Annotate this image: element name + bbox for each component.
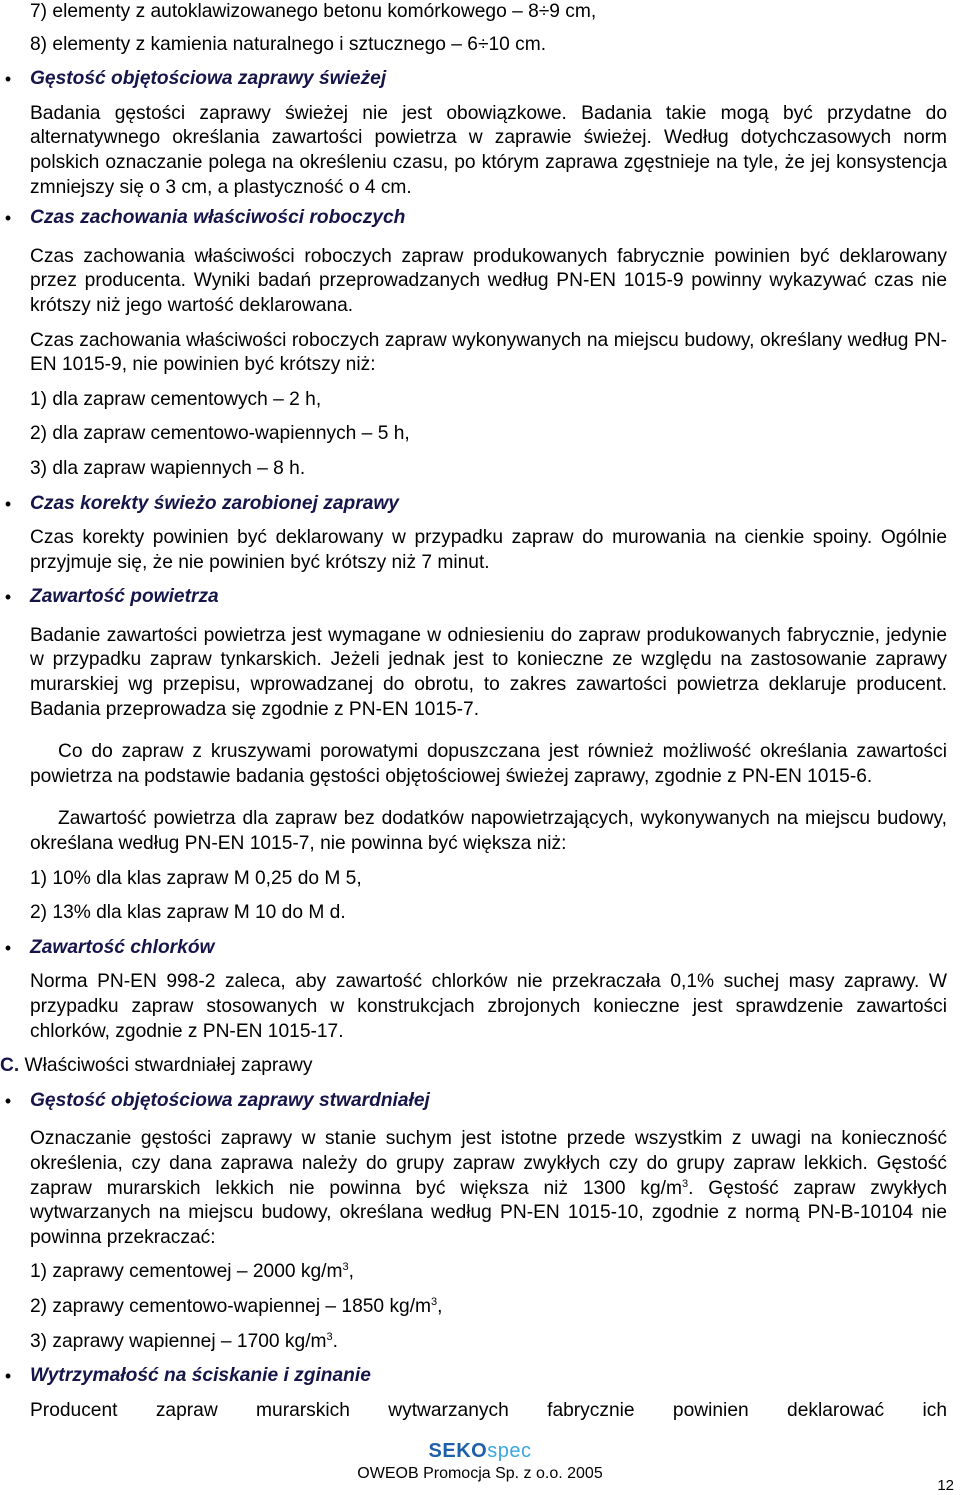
list-item: 1) dla zapraw cementowych – 2 h,: [30, 388, 322, 410]
paragraph: Czas korekty powinien być deklarowany w przypadku zapraw do murowania na cienkie spoiny. Ogólnie przyjmuje się, że nie powinien być krótszy niż 7 minut.: [30, 527, 947, 573]
list-item: 1) zaprawy cementowej – 2000 $kg/m^3$,: [30, 1261, 354, 1283]
paragraph: Zawartość powietrza dla zapraw bez dodatków napowietrzających, wykonywanych na miejscu budowy, określana według PN-EN 1015-7, nie powinna być większa niż:: [30, 808, 947, 855]
list-item: 2) dla zapraw cementowo-wapiennych – 5 h,: [30, 423, 410, 445]
paragraph: Producent zapraw murarskich wytwarzanych fabrycznie powinien deklarować ich: [30, 1399, 947, 1421]
list-item: 3) dla zapraw wapiennych – 8 h.: [30, 457, 306, 479]
section-heading: • Czas korekty świeżo zarobionej zaprawy: [30, 492, 947, 517]
bullet-icon: •: [4, 1366, 12, 1387]
bullet-icon: •: [4, 493, 12, 514]
page-number: 12: [937, 1477, 954, 1494]
paragraph: Co do zapraw z kruszywami porowatymi dopuszczana jest również możliwość określania zawartości powietrza na podstawie badania gęstości objętościowej świeżej zaprawy, zgodnie z PN-EN 1015-6.: [30, 741, 947, 787]
section-heading: • Wytrzymałość na ściskanie i zginanie: [30, 1364, 947, 1389]
bullet-icon: •: [4, 1090, 12, 1111]
list-item: 8) elementy z kamienia naturalnego i sztucznego – 6÷10 cm.: [30, 33, 547, 55]
paragraph: Badanie zawartości powietrza jest wymagane w odniesieniu do zapraw produkowanych fabrycznie, jedynie w przypadku zapraw tynkarskich. Jeżeli jednak jest to konieczne ze względu na zastosowanie zaprawy murarskiej wg przepisu, wprowadzanej do obrotu, to zakres zawartości powietrza deklaruje producent. Badania przeprowadza się zgodnie z PN-EN 1015-7.: [30, 624, 947, 720]
list-item: 2) zaprawy cementowo-wapiennej – 1850 $kg/m^3$,: [30, 1295, 443, 1317]
footer-text: OWEOB Promocja Sp. z o.o. 2005: [357, 1465, 603, 1482]
section-heading: • Zawartość powietrza: [30, 585, 947, 610]
company-logo: SEKOspec: [428, 1440, 532, 1462]
paragraph: Norma PN-EN 998-2 zaleca, aby zawartość chlorków nie przekraczała 0,1% suchej masy zaprawy. W przypadku zapraw stosowanych w konstrukcjach zbrojonych konieczne jest sprawdzenie zawartości chlorków, zgodnie z PN-EN 1015-17.: [30, 971, 947, 1042]
section-heading: • Gęstość objętościowa zaprawy świeżej: [30, 67, 947, 92]
paragraph: Czas zachowania właściwości roboczych zapraw wykonywanych na miejscu budowy, określany według PN-EN 1015-9, nie powinien być krótszy niż:: [30, 329, 947, 376]
paragraph: Badania gęstości zaprawy świeżej nie jest obowiązkowe. Badania takie mogą być przydatne do alternatywnego określania zawartości powietrza w zaprawie świeżej. Według dotychczasowych norm polskich oznaczanie polega na określeniu czasu, po którym zaprawa zgęstnieje na tyle, że jej konsystencja zmniejszy się o 3 cm, a plastyczność o 4 cm.: [30, 102, 947, 198]
list-item: 7) elementy z autoklawizowanego betonu komórkowego – 8÷9 cm,: [30, 1, 597, 22]
page-footer: [0, 1440, 960, 1484]
section-title-text: Właściwości stwardniałej zaprawy: [24, 1055, 313, 1077]
list-item: 1) 10% dla klas zapraw M 0,25 do M 5,: [30, 867, 362, 889]
bullet-icon: •: [4, 587, 12, 608]
section-heading: • Zawartość chlorków: [30, 936, 947, 961]
paragraph: Oznaczanie gęstości zaprawy w stanie suchym jest istotne przede wszystkim z uwagi na konieczność określenia, czy dana zaprawa należy do grupy zapraw zwykłych czy do grupy zapraw lekkich. Gęstość zapraw murarskich lekkich nie powinna być większa niż 1300 $kg/m^3$. Gęstość zapraw zwykłych wytwarzanych na miejscu budowy, określana według PN-EN 1015-10, zgodnie z normą PN-B-10104 nie powinna przekraczać:: [30, 1128, 947, 1248]
list-item: 2) 13% dla klas zapraw M 10 do M d.: [30, 902, 346, 924]
list-item: 3) zaprawy wapiennej – 1700 $kg/m^3$.: [30, 1330, 338, 1352]
bullet-icon: •: [4, 937, 12, 958]
bullet-icon: •: [4, 69, 12, 90]
bullet-icon: •: [4, 208, 12, 229]
paragraph: Czas zachowania właściwości roboczych zapraw produkowanych fabrycznie powinien być deklarowany przez producenta. Wyniki badań przeprowadzanych według PN-EN 1015-9 powinny wykazywać czas nie krótszy niż jego wartość deklarowana.: [30, 245, 947, 316]
section-heading: • Czas zachowania właściwości roboczych: [30, 206, 947, 231]
section-title: [0, 1054, 947, 1079]
section-letter: C.: [0, 1055, 20, 1077]
section-heading: • Gęstość objętościowa zaprawy stwardniałej: [30, 1089, 947, 1114]
